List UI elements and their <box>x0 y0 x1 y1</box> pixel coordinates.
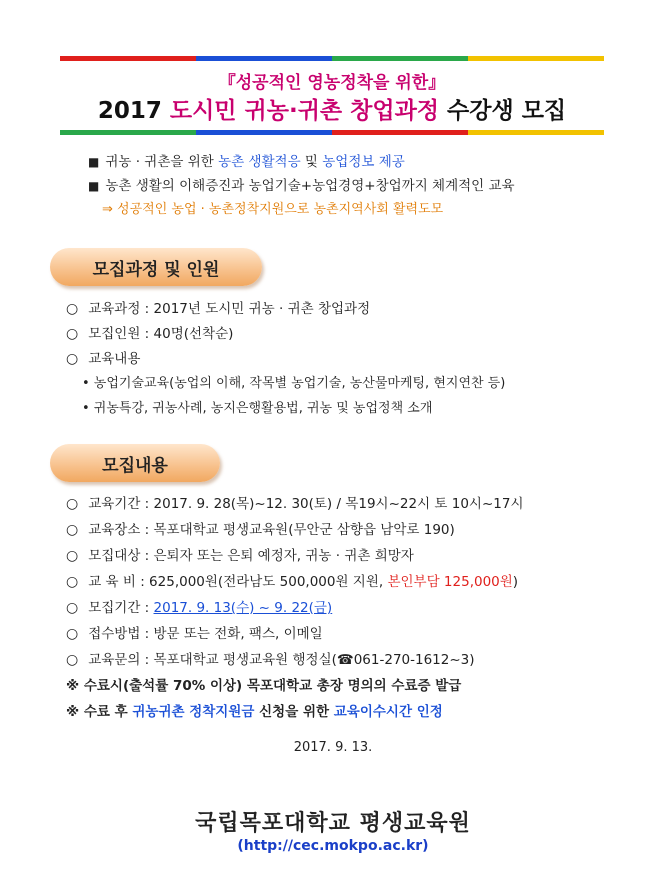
section1-label: 모집과정 및 인원 <box>50 248 262 286</box>
recruit-row: ○ 모집기간 : 2017. 9. 13(수) ~ 9. 22(금) <box>66 600 333 616</box>
target-row: ○ 모집대상 : 은퇴자 또는 은퇴 예정자, 귀농 · 귀촌 희망자 <box>66 548 414 564</box>
page-title: 2017 도시민 귀농·귀촌 창업과정 수강생 모집 <box>97 98 567 124</box>
content-row: ○ 교육내용 <box>66 351 141 367</box>
website-link[interactable]: (http://cec.mokpo.ac.kr) <box>237 838 429 854</box>
fee-row: ○ 교 육 비 : 625,000원(전라남도 500,000원 지원, 본인부담 125,000원) <box>66 574 519 590</box>
square-bullet-icon: ■ <box>88 179 100 193</box>
note-2: ※ 수료 후 귀농귀촌 정착지원금 신청을 위한 교육이수시간 인정 <box>66 704 443 720</box>
intro-line-2: ■ 농촌 생활의 이해증진과 농업기술+농업경영+창업까지 체계적인 교육 <box>88 178 515 194</box>
content-bullet-2: • 귀농특강, 귀농사례, 농지은행활용법, 귀농 및 농업정책 소개 <box>82 401 433 416</box>
header-subtitle: 『성공적인 영농정착을 위한』 <box>218 73 446 93</box>
period-row: ○ 교육기간 : 2017. 9. 28(목)~12. 30(토) / 목19시~22시 토 10시~17시 <box>66 496 524 512</box>
note-1: ※ 수료시(출석률 70% 이상) 목포대학교 총장 명의의 수료증 발급 <box>66 678 462 694</box>
header-top-bar <box>60 56 604 61</box>
contact-row: ○ 교육문의 : 목포대학교 평생교육원 행정실(☎061-270-1612~3) <box>66 652 475 668</box>
organization-name: 국립목포대학교 평생교육원 <box>195 811 471 836</box>
quota-row: ○ 모집인원 : 40명(선착순) <box>66 326 234 342</box>
place-row: ○ 교육장소 : 목포대학교 평생교육원(무안군 삼향읍 남악로 190) <box>66 522 455 538</box>
intro-line-1: ■ 귀농 · 귀촌을 위한 농촌 생활적응 및 농업정보 제공 <box>88 154 405 170</box>
square-bullet-icon: ■ <box>88 155 100 169</box>
course-row: ○ 교육과정 : 2017년 도시민 귀농 · 귀촌 창업과정 <box>66 301 371 317</box>
issue-date: 2017. 9. 13. <box>293 740 373 755</box>
content-bullet-1: • 농업기술교육(농업의 이해, 작목별 농업기술, 농산물마케팅, 현지연찬 등) <box>82 376 506 391</box>
section2-label: 모집내용 <box>50 444 220 482</box>
intro-arrow-line: ⇒ 성공적인 농업 · 농촌정착지원으로 농촌지역사회 활력도모 <box>102 202 444 217</box>
header-bottom-bar <box>60 130 604 135</box>
apply-row: ○ 접수방법 : 방문 또는 전화, 팩스, 이메일 <box>66 626 323 642</box>
